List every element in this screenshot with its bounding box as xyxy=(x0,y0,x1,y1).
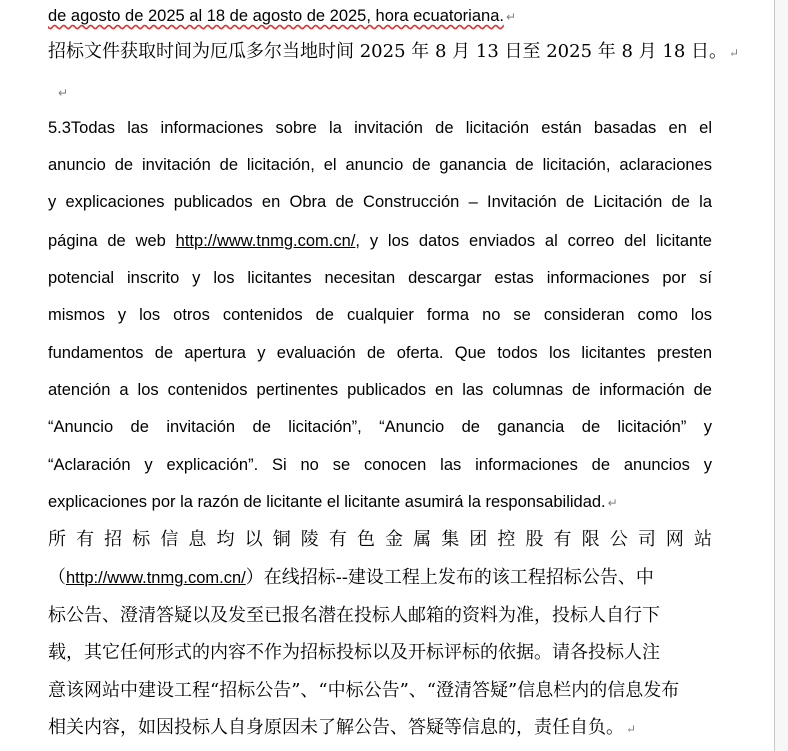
chinese-line: 载，其它任何形式的内容不作为招标投标以及开标评标的依据。请各投标人注 xyxy=(48,642,660,663)
chinese-line: 标公告、澄清答疑以及发至已报名潜在投标人邮箱的资料为准，投标人自行下 xyxy=(48,605,660,626)
page-right-edge xyxy=(774,0,788,751)
website-link[interactable]: http://www.tnmg.com.cn/ xyxy=(66,569,246,587)
paragraph-line: y explicaciones publicados en Obra de Construcción – Invitación de Licitación de la xyxy=(48,193,712,211)
paragraph-mark: ↵ xyxy=(58,86,69,100)
chinese-line: 意该网站中建设工程“招标公告”、“中标公告”、“澄清答疑”信息栏内的信息发布 xyxy=(48,680,680,701)
text-span: （ xyxy=(48,567,66,588)
paragraph-mark: ↵ xyxy=(729,46,740,60)
text-span: 相关内容，如因投标人自身原因未了解公告、答疑等信息的，责任自负。 xyxy=(48,717,624,738)
paragraph-line: “Aclaración y explicación”. Si no se conocen las informaciones de anuncios y xyxy=(48,456,712,474)
text-line-1 xyxy=(48,4,712,29)
paragraph-mark: ↵ xyxy=(626,722,637,736)
chinese-date-text: 招标文件获取时间为厄瓜多尔当地时间 2025 年 8 月 13 日至 2025 年 8 月 18 日。 xyxy=(48,41,727,62)
spanish-date-line: de agosto de 2025 al 18 de agosto de 2025, hora ecuatoriana. xyxy=(48,7,504,25)
chinese-line-with-link xyxy=(48,566,712,590)
empty-paragraph xyxy=(48,80,712,105)
paragraph-line: atención a los contenidos pertinentes publicados en las columnas de información de xyxy=(48,381,712,399)
paragraph-line: anuncio de invitación de licitación, el anuncio de ganancia de licitación, aclaraciones xyxy=(48,156,712,174)
paragraph-mark: ↵ xyxy=(607,496,618,510)
paragraph-line: mismos y los otros contenidos de cualquier forma no se consideran como los xyxy=(48,306,712,324)
chinese-line: 所 有 招 标 信 息 均 以 铜 陵 有 色 金 属 集 团 控 股 有 限 公 司 网 站 xyxy=(48,529,712,550)
paragraph-mark: ↵ xyxy=(505,10,517,24)
paragraph-line: potencial inscrito y los licitantes necesitan descargar estas informaciones por sí xyxy=(48,269,712,287)
website-link[interactable]: http://www.tnmg.com.cn/ xyxy=(175,232,356,250)
text-span: ）在线招标--建设工程上发布的该工程招标公告、中 xyxy=(245,567,654,588)
text-span: página de web xyxy=(48,232,176,250)
chinese-last-line xyxy=(48,716,712,741)
paragraph-line: 5.3Todas las informaciones sobre la invitación de licitación están basadas en el xyxy=(48,119,712,137)
chinese-date-line xyxy=(48,40,740,65)
paragraph-line: “Anuncio de invitación de licitación”, “Anuncio de ganancia de licitación” y xyxy=(48,418,712,436)
paragraph-line: fundamentos de apertura y evaluación de oferta. Que todos los licitantes presten xyxy=(48,344,712,362)
text-span: , y los datos enviados al correo del licitante xyxy=(355,232,712,250)
paragraph-last-line xyxy=(48,490,712,515)
text-span: explicaciones por la razón de licitante el licitante asumirá la responsabilidad. xyxy=(48,493,606,511)
paragraph-line-with-link xyxy=(48,229,712,253)
